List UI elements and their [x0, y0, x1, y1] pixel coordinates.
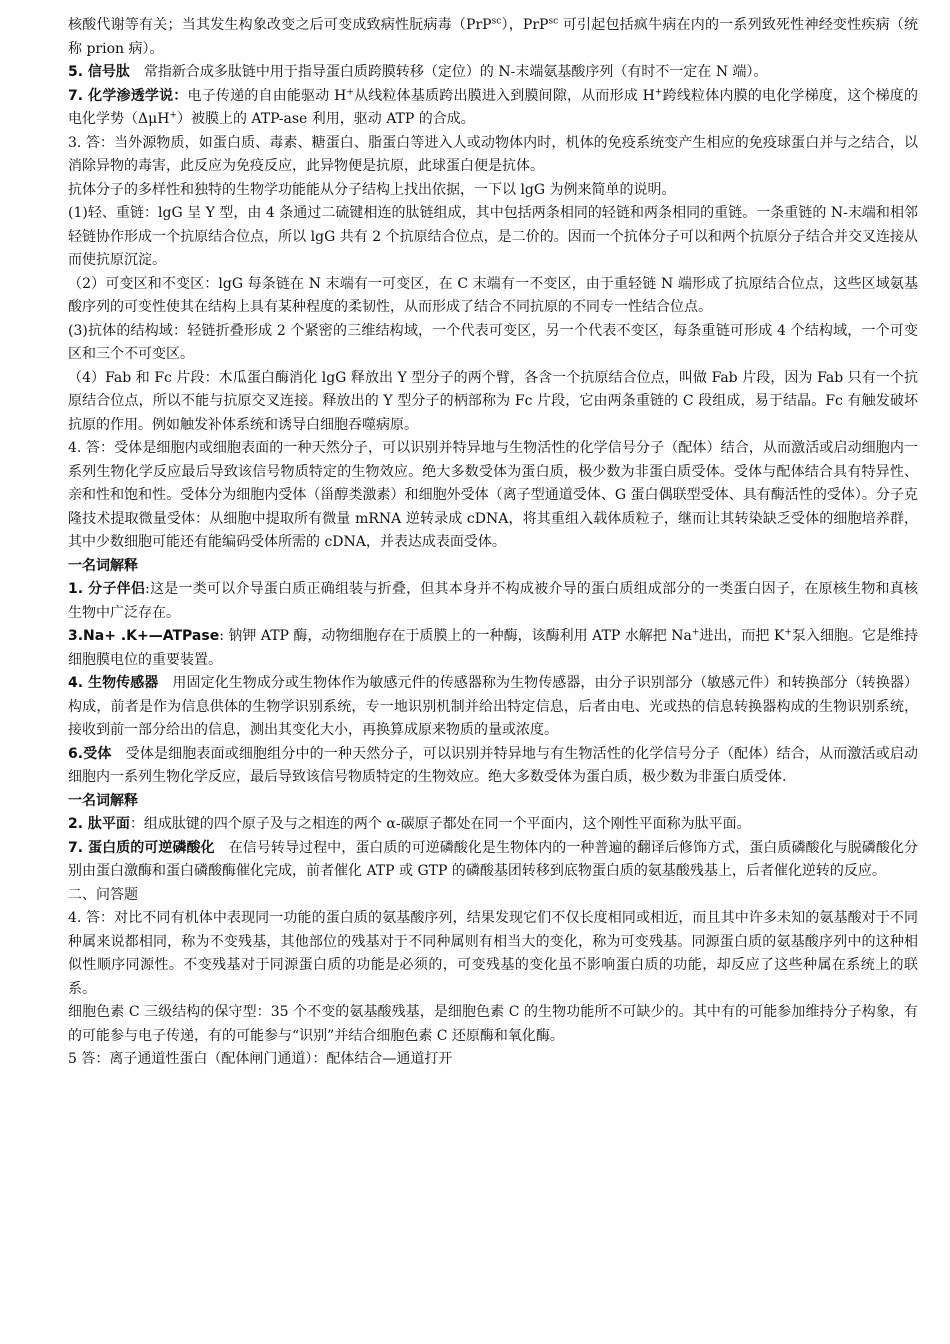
paragraph-receptor: 6.受体 受体是细胞表面或细胞组分中的一种天然分子，可以识别并特异地与有生物活性的化学信号分子（配体）结合，从而激活或启动细胞内一系列生物化学反应，最后导致该信号物质特定的生物效应。绝大多数受体为蛋白质，极少数为非蛋白质受体.	[68, 745, 918, 785]
paragraph-peptide-plane: 2. 肽平面：组成肽键的四个原子及与之相连的两个 α-碳原子都处在同一个平面内，这个刚性平面称为肽平面。	[68, 816, 751, 832]
paragraph-na-k-atpase: 3.Na+ .K+—ATPase: 钠钾 ATP 酶，动物细胞存在于质膜上的一种酶，该酶利用 ATP 水解把 Na+进出，而把 K+泵入细胞。它是维持细胞膜电位的重要装置。	[68, 627, 919, 668]
paragraph-antibody-intro: 抗体分子的多样性和独特的生物学功能能从分子结构上找出依据，一下以 lgG 为例来简单的说明。	[68, 181, 676, 198]
paragraph-prion: 核酸代谢等有关；当其发生构象改变之后可变成致病性朊病毒（PrP$^{sc}$），PrP$^{sc}$ 可引起包括疯牛病在内的一系列致死性神经变性疾病（统称 prion 病）。	[68, 16, 918, 57]
section-heading-terms-2: 一名词解释	[68, 792, 138, 809]
section-heading-terms-1: 一名词解释	[68, 557, 138, 574]
term-biosensor: 4. 生物传感器	[68, 675, 159, 691]
paragraph-signal-peptide: 5. 信号肽 常指新合成多肽链中用于指导蛋白质跨膜转移（定位）的 N-末端氨基酸序列（有时不一定在 N 端）。	[68, 64, 768, 80]
term-signal-peptide: 5. 信号肽	[68, 64, 130, 80]
paragraph-ion-channel: 5 答：离子通道性蛋白（配体闸门通道）：配体结合—通道打开	[68, 1051, 453, 1067]
paragraph-receptor-answer: 4. 答：受体是细胞内或细胞表面的一种天然分子，可以识别并特异地与生物活性的化学信号分子（配体）结合，从而激活或启动细胞内一系列生物化学反应最后导致该信号物质特定的生物效应。绝大多数受体为蛋白质，极少数为非蛋白质受体。受体与配体结合具有特异性、亲和性和饱和性。受体分为细胞内受体（甾醇类激素）和细胞外受体（离子型通道受体、G 蛋白偶联型受体、具有酶活性的受体）。分子克隆技术提取微量受体：从细胞中提取所有微量 mRNA 逆转录成 cDNA，将其重组入载体质粒子，继而让其转染缺乏受体的细胞培养群，其中少数细胞可能还有能编码受体所需的 cDNA，并表达成表面受体。	[68, 440, 918, 550]
term-chemiosmotic: 7. 化学渗透学说：	[68, 87, 188, 104]
document-page	[68, 14, 918, 1072]
paragraph-fab-fc: （4）Fab 和 Fc 片段：木瓜蛋白酶消化 lgG 释放出 Y 型分子的两个臂，各含一个抗原结合位点，叫做 Fab 片段，因为 Fab 只有一个抗原结合位点，所以不能与抗原交叉连接。释放出的 Y 型分子的柄部称为 Fc 片段，它由两条重链的 C 段组成，易于结晶。Fc 有触发破坏抗原的作用。例如触发补体系统和诱导白细胞吞噬病原。	[68, 369, 918, 433]
paragraph-cytochrome-c: 细胞色素 C 三级结构的保守型：35 个不变的氨基酸残基，是细胞色素 C 的生物功能所不可缺少的。其中有的可能参加维持分子构象，有的可能参与电子传递，有的可能参与“识别”并结合细胞色素 C 还原酶和氧化酶。	[68, 1004, 918, 1044]
paragraph-variable-constant: （2）可变区和不变区：lgG 每条链在 N 末端有一可变区，在 C 末端有一不变区，由于重轻链 N 端形成了抗原结合位点，这些区域氨基酸序列的可变性使其在结构上具有某种程度的柔韧性，从而形成了结合不同抗原的不同专一性结合位点。	[68, 275, 918, 315]
paragraph-biosensor: 4. 生物传感器 用固定化生物成分或生物体作为敏感元件的传感器称为生物传感器，由分子识别部分（敏感元件）和转换部分（转换器）构成，前者是作为信息供体的生物学识别系统，专一地识别机制并给出特定信息，后者由电、光或热的信息转换器构成的生物识别系统，接收到前一部分给出的信息，测出其变化大小，再换算成原来物质的量或浓度。	[68, 675, 919, 738]
paragraph-antigen-antibody: 3. 答：当外源物质，如蛋白质、毒素、糖蛋白、脂蛋白等进入人或动物体内时，机体的免疫系统变产生相应的免疫球蛋白并与之结合，以消除异物的毒害，此反应为免疫反应，此异物便是抗原，此球蛋白便是抗体。	[68, 134, 918, 174]
term-receptor: 6.受体	[68, 745, 112, 762]
paragraph-light-heavy-chains: (1)轻、重链：lgG 呈 Y 型，由 4 条通过二硫键相连的肽链组成，其中包括两条相同的轻链和两条相同的重链。一条重链的 N-末端和相邻轻链协作形成一个抗原结合位点，所以 lgG 共有 2 个抗原结合位点，是二价的。因而一个抗体分子可以和两个抗原分子结合并交叉连接从而使抗原沉淀。	[68, 205, 918, 268]
paragraph-chemiosmotic: 7. 化学渗透学说：电子传递的自由能驱动 H+从线粒体基质跨出膜进入到膜间隙，从而形成 H+跨线粒体内膜的电化学梯度，这个梯度的电化学势（ΔμH+）被膜上的 ATP-ase 利用，驱动 ATP 的合成。	[68, 86, 918, 127]
paragraph-phosphorylation: 7. 蛋白质的可逆磷酸化 在信号转导过程中，蛋白质的可逆磷酸化是生物体内的一种普遍的翻译后修饰方式，蛋白质磷酸化与脱磷酸化分别由蛋白激酶和蛋白磷酸酶催化完成，前者催化 ATP 或 GTP 的磷酸基团转移到底物蛋白质的氨基酸残基上，后者催化逆转的反应。	[68, 839, 918, 879]
section-heading-qa: 二、问答题	[68, 886, 138, 903]
term-chaperone: 1. 分子伴侣	[68, 581, 146, 597]
term-peptide-plane: 2. 肽平面	[68, 816, 130, 832]
paragraph-domains: (3)抗体的结构域：轻链折叠形成 2 个紧密的三维结构域，一个代表可变区，另一个代表不变区，每条重链可形成 4 个结构域，一个可变区和三个不可变区。	[68, 322, 918, 362]
term-phosphorylation: 7. 蛋白质的可逆磷酸化	[68, 839, 215, 856]
paragraph-chaperone: 1. 分子伴侣:这是一类可以介导蛋白质正确组装与折叠，但其本身并不构成被介导的蛋白质组成部分的一类蛋白因子，在原核生物和真核生物中广泛存在。	[68, 581, 919, 621]
paragraph-homology: 4. 答：对比不同有机体中表现同一功能的蛋白质的氨基酸序列，结果发现它们不仅长度相同或相近，而且其中许多未知的氨基酸对于不同种属来说都相同，称为不变残基，其他部位的残基对于不同种属则有相当大的变化，称为可变残基。同源蛋白质的氨基酸序列中的这种相似性顺序同源性。不变残基对于同源蛋白质的功能是必须的，可变残基的变化虽不影响蛋白质的功能，却反应了这些种属在系统上的联系。	[68, 910, 918, 997]
term-na-k-atpase: 3.Na+ .K+—ATPase	[68, 628, 220, 644]
